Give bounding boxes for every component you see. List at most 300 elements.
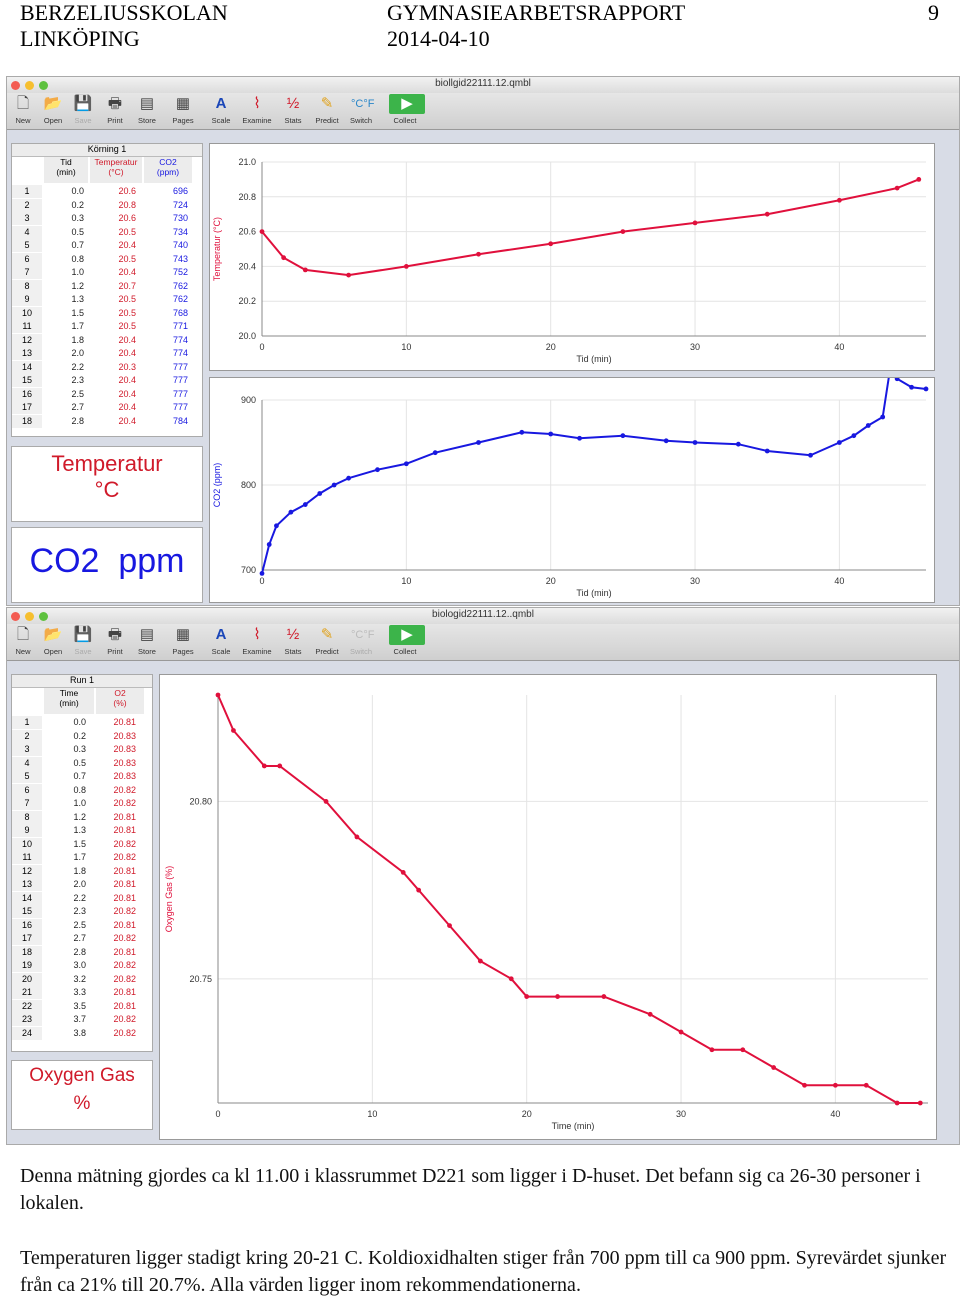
table-cell: 1.5 (71, 307, 84, 318)
row-number: 18 (12, 946, 42, 959)
data-point (416, 888, 421, 893)
meter-label: Temperatur (51, 451, 163, 476)
table-cell: 0.7 (71, 240, 84, 250)
table-cell: 2.7 (71, 402, 84, 412)
examine-button[interactable]: ⌇ Examine (242, 626, 272, 656)
data-point (864, 1083, 869, 1088)
series-line (262, 179, 919, 275)
row-number: 5 (12, 770, 42, 783)
collect-button[interactable]: ▶ Collect (389, 625, 421, 656)
folder-icon: 📂 (43, 95, 63, 112)
data-point (548, 432, 553, 437)
data-point (693, 221, 698, 226)
data-point (880, 415, 885, 420)
data-table[interactable] (11, 674, 153, 1052)
row-number: 8 (12, 811, 42, 824)
row-number: 10 (12, 838, 42, 851)
table-cell: 20.82 (113, 973, 136, 984)
y-tick-label: 800 (240, 480, 256, 490)
pencil-icon: ✎ (320, 95, 334, 112)
data-point (664, 438, 669, 443)
table-cell: 696 (172, 186, 188, 196)
table-cell: 20.83 (113, 771, 136, 781)
y-tick-label: 20.80 (189, 796, 212, 807)
table-cell: 2.5 (73, 919, 86, 930)
stats-icon: ½ (286, 626, 300, 643)
data-point (620, 433, 625, 438)
row-number: 2 (12, 199, 42, 212)
new-document-icon: 🗋 (16, 626, 30, 643)
row-number: 4 (12, 226, 42, 239)
open-button[interactable]: 📂 Open (43, 626, 63, 656)
switch-button[interactable]: °C°F Switch (345, 94, 377, 125)
table-cell: 20.5 (118, 307, 136, 318)
data-point (519, 430, 524, 435)
data-point (524, 994, 529, 999)
row-number: 13 (12, 347, 42, 360)
table-cell: 20.4 (118, 348, 136, 358)
table-cell: 20.5 (118, 226, 136, 237)
table-cell: 743 (172, 253, 188, 264)
data-point (260, 571, 265, 576)
table-cell: 1.7 (73, 852, 86, 862)
table-cell: 762 (172, 280, 188, 291)
row-number: 6 (12, 253, 42, 266)
row-number: 15 (12, 905, 42, 918)
table-cell: 20.83 (113, 744, 136, 754)
table-cell: 771 (172, 321, 188, 331)
table-cell: 0.8 (73, 784, 86, 795)
temperature-meter (11, 446, 203, 522)
table-cell: 768 (172, 307, 188, 318)
data-point (277, 764, 282, 769)
stats-button[interactable]: ½ Stats (284, 626, 302, 656)
row-number: 20 (12, 973, 42, 986)
store-button[interactable]: ▤ Store (138, 95, 156, 125)
row-number: 21 (12, 986, 42, 999)
table-cell: 2.3 (73, 906, 86, 916)
data-point (260, 229, 265, 234)
table-cell: 0.8 (71, 253, 84, 264)
row-number: 4 (12, 757, 42, 770)
predict-button[interactable]: ✎ Predict (315, 95, 339, 125)
data-point (916, 177, 921, 182)
table-cell: 1.8 (73, 865, 86, 876)
row-number: 1 (12, 185, 42, 198)
row-number: 7 (12, 266, 42, 279)
y-tick-label: 20.8 (238, 191, 256, 202)
table-cell: 730 (172, 213, 188, 223)
data-point (346, 476, 351, 481)
table-cell: 0.2 (73, 730, 86, 741)
table-cell: 20.6 (118, 186, 136, 196)
report-date: 2014-04-10 (387, 26, 490, 51)
caption-paragraph-1: Denna mätning gjordes ca kl 11.00 i klassrummet D221 som ligger i D-huset. Det befann sig ca 26-30 personer i lokalen. (20, 1165, 921, 1214)
table-cell: 0.5 (71, 226, 84, 237)
row-number: 22 (12, 1000, 42, 1013)
data-point (274, 523, 279, 528)
predict-button[interactable]: ✎ Predict (315, 626, 339, 656)
folder-icon: 📂 (43, 626, 63, 643)
pages-icon: ▦ (175, 626, 191, 643)
data-point (740, 1047, 745, 1052)
table-cell: 3.7 (73, 1014, 86, 1024)
data-point (771, 1065, 776, 1070)
data-point (346, 273, 351, 278)
table-cell: 740 (172, 240, 188, 250)
table-cell: 777 (172, 388, 188, 399)
table-cell: 2.2 (71, 361, 84, 372)
row-number: 13 (12, 878, 42, 891)
meter-unit: % (73, 1093, 91, 1114)
table-cell: 20.5 (118, 294, 136, 304)
run-header: Run 1 (12, 675, 152, 688)
data-point (401, 870, 406, 875)
table-cell: 762 (172, 294, 188, 304)
y-axis-label: Temperatur (°C) (212, 216, 222, 282)
table-cell: 2.3 (71, 375, 84, 385)
table-cell: 20.83 (113, 757, 136, 768)
table-cell: 0.2 (71, 199, 84, 210)
toolbar (7, 93, 959, 130)
table-cell: 752 (172, 267, 188, 277)
data-point (895, 1101, 900, 1106)
data-point (808, 453, 813, 458)
data-point (833, 1083, 838, 1088)
x-tick-label: 20 (521, 1109, 532, 1119)
table-cell: 1.0 (71, 267, 84, 277)
row-number: 17 (12, 401, 42, 414)
column-header-co2: CO2 (ppm) (144, 157, 192, 183)
x-axis-label: Tid (min) (576, 354, 612, 364)
table-cell: 1.3 (73, 825, 86, 835)
table-cell: 777 (172, 375, 188, 385)
table-cell: 20.82 (113, 798, 136, 808)
row-number: 11 (12, 851, 42, 864)
x-tick-label: 30 (690, 342, 701, 352)
data-point (909, 385, 914, 390)
column-header-time: Time (min) (44, 688, 94, 714)
city-name: LINKÖPING (20, 26, 140, 51)
row-number: 8 (12, 280, 42, 293)
row-number: 24 (12, 1027, 42, 1040)
table-cell: 1.2 (73, 811, 86, 822)
window-title: biollgid22111.12.qmbl (435, 78, 531, 89)
examine-icon: ⌇ (253, 95, 261, 112)
app-window-1 (6, 76, 960, 606)
row-number: 9 (12, 824, 42, 837)
table-cell: 0.0 (71, 186, 84, 196)
table-cell: 2.7 (73, 933, 86, 943)
disk-icon: 💾 (73, 95, 93, 112)
data-point (267, 542, 272, 547)
data-point (281, 255, 286, 260)
table-cell: 3.2 (73, 973, 86, 984)
save-button[interactable]: 💾 Save (73, 95, 93, 125)
row-number: 16 (12, 919, 42, 932)
table-cell: 20.82 (113, 852, 136, 862)
y-tick-label: 700 (240, 565, 256, 575)
table-cell: 20.4 (118, 240, 136, 250)
table-cell: 20.82 (113, 838, 136, 849)
stats-button[interactable]: ½ Stats (284, 95, 302, 125)
toolbar (7, 624, 959, 661)
data-point (317, 491, 322, 496)
y-tick-label: 20.4 (238, 261, 256, 272)
table-cell: 20.4 (118, 375, 136, 385)
pages-button[interactable]: ▦ Pages (172, 626, 194, 656)
table-cell: 0.5 (73, 757, 86, 768)
data-point (577, 436, 582, 441)
new-button[interactable]: 🗋 New (7, 625, 39, 656)
table-cell: 20.81 (113, 879, 136, 889)
data-point (548, 241, 553, 246)
data-point (433, 450, 438, 455)
caption-paragraph-2: Temperaturen ligger stadigt kring 20-21 C. Koldioxidhalten stiger från 700 ppm till ca 900 ppm. Syrevärdet sjunker från ca 21% till 20.7%. Alla värden ligger inom rekommendationerna. (20, 1247, 947, 1296)
play-icon: ▶ (389, 94, 425, 114)
table-cell: 2.0 (71, 348, 84, 358)
table-cell: 20.7 (118, 280, 136, 291)
data-point (375, 467, 380, 472)
co2-graph[interactable] (209, 377, 935, 603)
table-cell: 20.4 (118, 402, 136, 412)
table-cell: 777 (172, 402, 188, 412)
column-header-temperature: Temperatur (°C) (90, 157, 142, 183)
x-axis-label: Time (min) (551, 1121, 595, 1131)
data-point (851, 433, 856, 438)
y-axis-label: CO2 (ppm) (212, 462, 222, 508)
titlebar (7, 608, 959, 624)
table-cell: 2.8 (71, 415, 84, 426)
x-tick-label: 0 (215, 1109, 221, 1119)
table-cell: 774 (172, 348, 188, 358)
row-number: 17 (12, 932, 42, 945)
row-number: 3 (12, 212, 42, 225)
row-number: 9 (12, 293, 42, 306)
scale-button[interactable]: A Scale (211, 95, 231, 125)
data-point (509, 976, 514, 981)
data-point (693, 440, 698, 445)
table-cell: 3.3 (73, 987, 86, 997)
row-number: 15 (12, 374, 42, 387)
table-cell: 1.5 (73, 838, 86, 849)
x-tick-label: 10 (367, 1109, 378, 1119)
x-tick-label: 0 (259, 576, 265, 586)
y-tick-label: 900 (240, 395, 256, 405)
x-tick-label: 20 (545, 342, 556, 352)
table-cell: 20.8 (118, 199, 136, 210)
table-cell: 20.6 (118, 213, 136, 223)
data-point (648, 1012, 653, 1017)
table-cell: 724 (172, 199, 188, 210)
window-title: biologid22111.12..qmbl (432, 609, 534, 620)
run-header: Körning 1 (12, 144, 202, 157)
table-cell: 1.7 (71, 321, 84, 331)
y-tick-label: 21.0 (238, 157, 256, 167)
y-tick-label: 20.2 (238, 296, 256, 307)
table-cell: 0.3 (73, 744, 86, 754)
data-point (765, 212, 770, 217)
data-point (288, 510, 293, 515)
data-point (710, 1047, 715, 1052)
store-icon: ▤ (139, 626, 155, 643)
table-cell: 20.81 (113, 1000, 136, 1011)
data-point (866, 423, 871, 428)
row-number: 14 (12, 892, 42, 905)
save-button[interactable]: 💾 Save (73, 626, 93, 656)
data-point (736, 442, 741, 447)
meter-label: CO2 ppm (29, 542, 185, 580)
data-point (476, 440, 481, 445)
table-cell: 2.2 (73, 892, 86, 903)
row-number: 7 (12, 797, 42, 810)
row-number: 19 (12, 959, 42, 972)
row-number: 11 (12, 320, 42, 333)
table-cell: 3.8 (73, 1027, 86, 1038)
x-tick-label: 10 (401, 342, 412, 352)
table-cell: 20.82 (113, 960, 136, 970)
table-cell: 1.3 (71, 294, 84, 304)
table-cell: 0.3 (71, 213, 84, 223)
table-cell: 20.3 (118, 361, 136, 372)
table-cell: 20.81 (113, 825, 136, 835)
table-cell: 20.82 (113, 784, 136, 795)
row-number: 6 (12, 784, 42, 797)
table-cell: 2.5 (71, 388, 84, 399)
data-point (895, 186, 900, 191)
meter-label: Oxygen Gas (29, 1065, 135, 1086)
new-button[interactable]: 🗋 New (7, 94, 39, 125)
data-point (303, 267, 308, 272)
school-name: BERZELIUSSKOLAN (20, 0, 228, 25)
table-cell: 1.2 (71, 280, 84, 291)
data-point (303, 502, 308, 507)
x-tick-label: 30 (676, 1109, 687, 1119)
table-cell: 20.4 (118, 267, 136, 277)
data-table[interactable] (11, 143, 203, 437)
data-point (478, 959, 483, 964)
page-number: 9 (928, 0, 939, 25)
table-cell: 2.8 (73, 946, 86, 957)
data-point (620, 229, 625, 234)
table-cell: 20.81 (113, 811, 136, 822)
row-number: 18 (12, 415, 42, 428)
pencil-icon: ✎ (320, 626, 334, 643)
row-number: 12 (12, 865, 42, 878)
data-point (216, 693, 221, 698)
row-number: 23 (12, 1013, 42, 1026)
column-header-time: Tid (min) (44, 157, 88, 183)
table-cell: 20.82 (113, 933, 136, 943)
pages-button[interactable]: ▦ Pages (172, 95, 194, 125)
co2-meter (11, 527, 203, 603)
data-point (404, 461, 409, 466)
table-cell: 734 (172, 226, 188, 237)
titlebar (7, 77, 959, 93)
oxygen-meter (11, 1060, 153, 1130)
switch-button[interactable]: °C°F Switch (345, 625, 377, 656)
play-icon: ▶ (389, 625, 425, 645)
oxygen-graph[interactable] (159, 674, 937, 1140)
data-point (601, 994, 606, 999)
x-tick-label: 10 (401, 576, 412, 586)
printer-icon: 🖶 (107, 95, 123, 112)
row-number: 3 (12, 743, 42, 756)
x-tick-label: 40 (834, 576, 845, 586)
table-cell: 20.5 (118, 253, 136, 264)
series-line (262, 377, 926, 573)
table-cell: 777 (172, 361, 188, 372)
table-cell: 20.81 (113, 865, 136, 876)
data-point (924, 387, 929, 392)
y-tick-label: 20.0 (238, 331, 256, 341)
table-cell: 20.82 (113, 1014, 136, 1024)
x-tick-label: 20 (545, 576, 556, 586)
open-button[interactable]: 📂 Open (43, 95, 63, 125)
row-number: 5 (12, 239, 42, 252)
data-point (404, 264, 409, 269)
print-button[interactable]: 🖶 Print (99, 94, 131, 125)
data-point (324, 799, 329, 804)
table-cell: 1.0 (73, 798, 86, 808)
scale-icon: A (215, 95, 227, 112)
data-point (447, 923, 452, 928)
row-number: 2 (12, 730, 42, 743)
store-icon: ▤ (139, 95, 155, 112)
switch-units-icon: °C°F (351, 629, 375, 641)
stats-icon: ½ (286, 95, 300, 112)
y-axis-label: Oxygen Gas (%) (164, 865, 174, 933)
table-cell: 20.83 (113, 730, 136, 741)
table-cell: 20.81 (113, 717, 136, 727)
data-point (679, 1030, 684, 1035)
printer-icon: 🖶 (107, 626, 123, 643)
table-cell: 774 (172, 334, 188, 345)
x-tick-label: 30 (690, 576, 701, 586)
print-button[interactable]: 🖶 Print (99, 625, 131, 656)
new-document-icon: 🗋 (16, 95, 30, 112)
data-point (332, 483, 337, 488)
table-cell: 20.4 (118, 388, 136, 399)
table-cell: 20.81 (113, 892, 136, 903)
data-point (355, 835, 360, 840)
temperature-graph[interactable] (209, 143, 935, 371)
examine-button[interactable]: ⌇ Examine (242, 95, 272, 125)
store-button[interactable]: ▤ Store (138, 626, 156, 656)
collect-button[interactable]: ▶ Collect (389, 94, 421, 125)
y-tick-label: 20.6 (238, 226, 256, 237)
row-number: 16 (12, 388, 42, 401)
data-point (837, 198, 842, 203)
table-cell: 3.5 (73, 1000, 86, 1011)
table-cell: 784 (172, 415, 188, 426)
table-cell: 20.82 (113, 1027, 136, 1038)
data-point (765, 449, 770, 454)
table-cell: 20.82 (113, 906, 136, 916)
disk-icon: 💾 (73, 626, 93, 643)
scale-button[interactable]: A Scale (211, 626, 231, 656)
switch-units-icon: °C°F (351, 98, 375, 110)
examine-icon: ⌇ (253, 626, 261, 643)
row-number: 14 (12, 361, 42, 374)
row-number: 12 (12, 334, 42, 347)
scale-icon: A (215, 626, 227, 643)
table-cell: 20.5 (118, 321, 136, 331)
x-tick-label: 40 (830, 1109, 841, 1119)
table-cell: 1.8 (71, 334, 84, 345)
x-tick-label: 0 (259, 342, 265, 352)
data-point (262, 764, 267, 769)
